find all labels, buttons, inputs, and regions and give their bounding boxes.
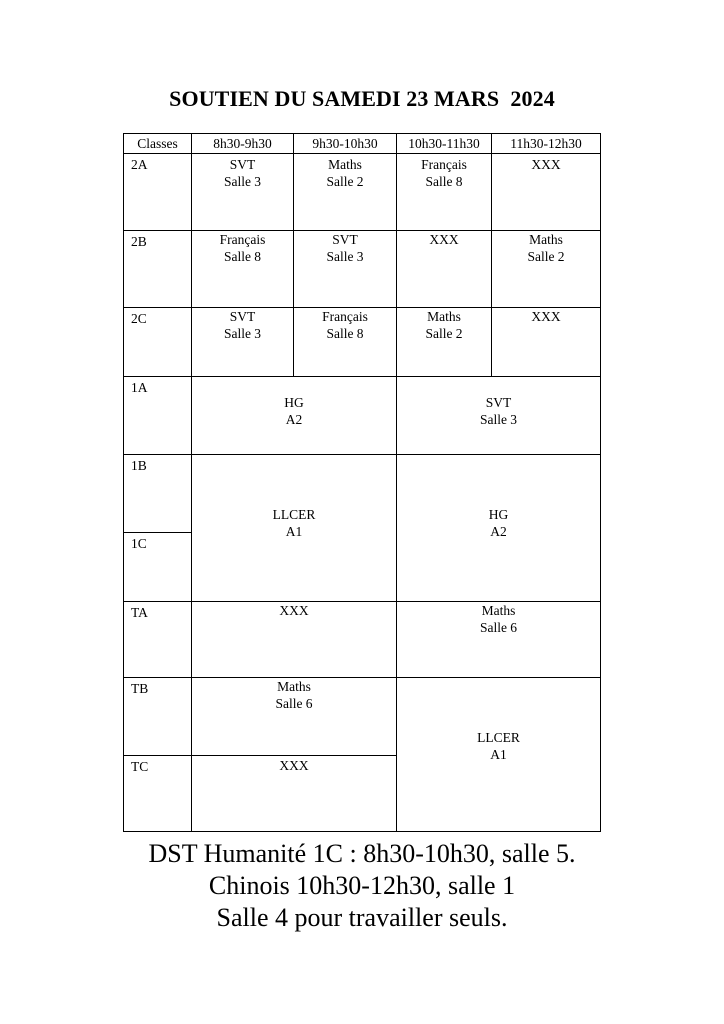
header-slot-3: 10h30-11h30: [408, 136, 480, 151]
row-label-1C: 1C: [131, 536, 147, 551]
cell-room: Salle 8: [223, 249, 262, 264]
cell-TB-morning-early: [192, 678, 396, 712]
header-classes: Classes: [137, 136, 178, 151]
row-label-1A: 1A: [131, 380, 148, 395]
cell-room: Salle 8: [326, 326, 364, 341]
cell-subject: HG: [284, 395, 304, 410]
footer-note-chinois: Chinois 10h30-12h30, salle 1: [208, 871, 516, 900]
cell-subject: XXX: [531, 309, 561, 324]
header-slot-2: 9h30-10h30: [312, 136, 378, 151]
cell-room: Salle 6: [479, 620, 518, 635]
row-label-1B: 1B: [131, 458, 147, 473]
row-label-TB: TB: [131, 681, 149, 696]
page-title: SOUTIEN DU SAMEDI 23 MARS 2024: [169, 86, 555, 111]
cell-room: Salle 6: [275, 696, 313, 711]
cell-subject: XXX: [279, 603, 309, 618]
cell-2B-slot2: [294, 231, 396, 265]
cell-room: Salle 3: [223, 174, 262, 189]
cell-subject: SVT: [229, 309, 256, 324]
cell-subject: XXX: [279, 758, 309, 773]
cell-room: Salle 3: [223, 326, 262, 341]
cell-1B1C-morning-early: [192, 506, 396, 540]
header-slot-4: 11h30-12h30: [510, 136, 582, 151]
cell-2C-slot4: [492, 308, 600, 325]
cell-room: A1: [285, 524, 303, 539]
footer-note-dst: DST Humanité 1C : 8h30-10h30, salle 5.: [148, 839, 576, 868]
row-label-2B: 2B: [131, 234, 147, 249]
cell-2C-slot1: [192, 308, 293, 342]
cell-subject: XXX: [531, 157, 561, 172]
cell-TBTC-morning-late: [397, 729, 600, 763]
cell-subject: Maths: [277, 679, 311, 694]
cell-TA-morning-late: [397, 602, 600, 636]
cell-2B-slot4: [492, 231, 600, 265]
cell-2C-slot2: [294, 308, 396, 342]
cell-room: Salle 8: [425, 174, 463, 189]
cell-room: A1: [490, 747, 507, 762]
cell-2A-slot1: [192, 156, 293, 190]
cell-2B-slot3: [397, 231, 491, 248]
cell-2A-slot3: [397, 156, 491, 190]
row-label-TA: TA: [131, 605, 148, 620]
cell-1A-morning-early: [192, 394, 396, 428]
cell-subject: Français: [421, 157, 467, 172]
cell-subject: Français: [219, 232, 266, 247]
cell-subject: LLCER: [272, 507, 316, 522]
cell-room: A2: [285, 412, 303, 427]
cell-2A-slot4: [492, 156, 600, 173]
cell-TC-morning-early: [192, 757, 396, 774]
cell-subject: SVT: [229, 157, 256, 172]
cell-TA-morning-early: [192, 602, 396, 619]
cell-room: Salle 3: [479, 412, 518, 427]
footer-note-salle4: Salle 4 pour travailler seuls.: [216, 903, 508, 932]
cell-room: Salle 2: [527, 249, 565, 264]
header-slot-1: 8h30-9h30: [213, 136, 272, 151]
row-label-2C: 2C: [131, 311, 147, 326]
cell-2C-slot3: [397, 308, 491, 342]
cell-subject: Maths: [481, 603, 516, 618]
row-label-2A: 2A: [131, 157, 148, 172]
cell-room: Salle 2: [326, 174, 364, 189]
cell-room: Salle 2: [425, 326, 463, 341]
row-label-TC: TC: [131, 759, 149, 774]
cell-subject: Maths: [328, 157, 362, 172]
cell-2B-slot1: [192, 231, 293, 265]
cell-room: A2: [490, 524, 507, 539]
cell-2A-slot2: [294, 156, 396, 190]
cell-1B1C-morning-late: [397, 506, 600, 540]
cell-subject: Maths: [529, 232, 563, 247]
cell-subject: SVT: [485, 395, 512, 410]
cell-room: Salle 3: [326, 249, 364, 264]
cell-subject: XXX: [429, 232, 459, 247]
cell-subject: LLCER: [477, 730, 520, 745]
cell-subject: HG: [488, 507, 509, 522]
cell-subject: SVT: [332, 232, 358, 247]
cell-1A-morning-late: [397, 394, 600, 428]
cell-subject: Français: [322, 309, 368, 324]
cell-subject: Maths: [427, 309, 461, 324]
